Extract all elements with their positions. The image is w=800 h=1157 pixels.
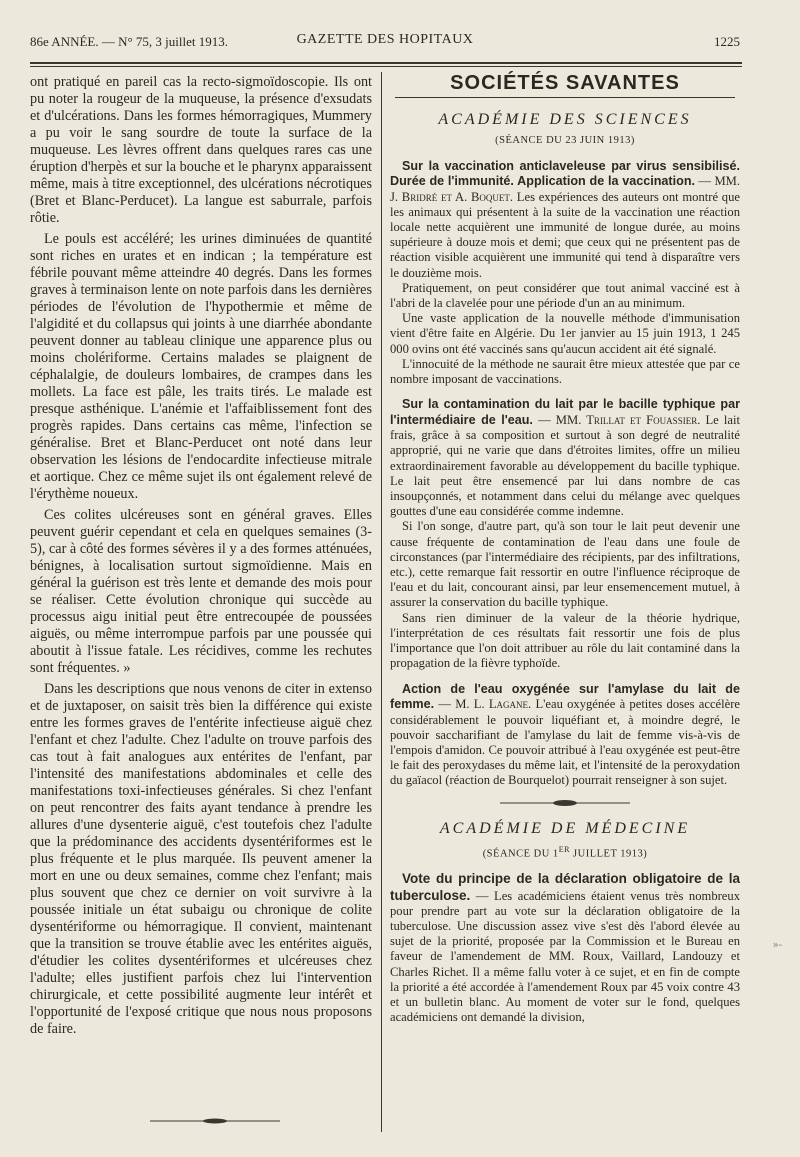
seance-date-part: JUILLET 1913) (569, 848, 648, 860)
ornament-divider (150, 1118, 280, 1124)
article-text: Sans rien diminuer de la valeur de la théorie hydrique, l'interprétation de ces résultats fait ressortir une fois de plus l'importance que l'on doit attribuer au rôle du lait contaminé dans la propagation de la fièvre typhoïde. (390, 610, 740, 671)
left-column (30, 74, 372, 1038)
seance-date-part: (SÉANCE DU 1 (482, 848, 559, 860)
article-text: L'innocuité de la méthode ne saurait être mieux attestée que par ce nombre imposant de vaccinations. (390, 356, 740, 387)
ornament-divider (500, 799, 630, 807)
article-text: L'eau oxygénée à petites doses accélère considérablement le pouvoir liquéfiant et, à moindre degré, le pouvoir saccharifiant de l'amylase du lait de femme vis-à-vis de l'empois d'amidon. Ce pouvoir attribué à l'eau oxygénée est peut-être le fait des peroxydases du même lait, et l'intensité de la peroxydation du gaïacol (réaction de Bourquelot) pourrait renseigner à son sujet. (390, 697, 740, 788)
article-text: Une vaste application de la nouvelle méthode d'immunisation vient d'être faite en Algérie. Du 1er janvier au 15 juin 1913, 1 245 000 ovins ont été vaccinés sans qu'aucun accident ait été signalé. (390, 311, 740, 356)
article-text: Le lait frais, grâce à sa composition et surtout à son degré de neutralité approprié, qui ne varie que dans d'étroites limites, offre un milieu extraordinairement favorable au développement du bacille typhique. Le lait peut être ensemencé par lui dans nombre de cas insoupçonnés, et notamment dans celui du mélange avec quelques gouttes d'une eau considérée comme indemne. (390, 412, 740, 519)
article-tuberculose (390, 871, 740, 1025)
article-authors: — MM. Trillat et Fouassier. (538, 412, 701, 427)
seance-date (390, 842, 740, 862)
article-text: — Les académiciens étaient venus très nombreux pour prendre part au vote sur la déclaration obligatoire de la tuberculose. Une discussion assez vive s'est dès l'abord élevée au sujet de la priorité, proposée par la Commission et le Bureau en faveur de l'amendement de MM. Roux, Vaillard, Landouzy et Charles Richet. Il a même fallu voter à ce sujet, et en fin de compte la priorité a été accordée à l'amendement Roux par 45 voix contre 43 et un bulletin blanc. Au moment de voter sur le fond, quelques académiciens ont demandé la division, (390, 888, 740, 1025)
article-title: Sur la contamination du lait par le bacille typhique par l'intermédiaire de l'eau. (390, 397, 740, 427)
left-paragraph-2: Le pouls est accéléré; les urines diminuées de quantité sont riches en urates et en indican ; la température est fébrile pouvant même atteindre 40 degrés. Dans les formes graves à terminaison lente on note parfois dans les dernières périodes de l'évolution de l'hypothermie et même de l'algidité et du collapsus qui joints à une diarrhée abondante peuvent donner au tableau clinique une apparence plus ou moins cholériforme. Certains malades se plaignent de céphalalgie, de douleurs lombaires, de crampes dans les mollets. La face est pâle, les traits tirés. Le malade est presque asthénique. L'anémie et l'affaiblissement font des progrès rapides. Dans certains cas même, l'infection se généralise. Bret et Blanc-Perducet ont noté dans leur observation les lésions de l'endocardite infectieuse mitrale et aortique. Chez ce même sujet ils ont également relevé de l'érythème noueux. (30, 231, 372, 502)
article-authors: — M. L. Lagane. (438, 697, 532, 711)
page-number: 1225 (714, 34, 740, 49)
section-title: SOCIÉTÉS SAVANTES (450, 72, 680, 94)
article-title: Vote du principe de la déclaration obligatoire de la tuberculose. (390, 871, 740, 903)
journal-title: GAZETTE DES HOPITAUX (296, 32, 474, 47)
left-paragraph-3: Ces colites ulcéreuses sont en général graves. Elles peuvent guérir cependant et cela en quelques semaines (3-5), car à côté des formes sévères il y a des formes atténuées, bénignes, à localisation surtout sigmoïdienne. Mais en général la guérison est très lente et demande des mois pour se réaliser. Cette évolution chronique qui succède au processus aigu initial peut être entrecoupée de poussées aiguës, ou même interrompue parfois par une poussée qui aboutit à l'issue fatale. Les récidives, comme les rechutes sont fréquentes. » (30, 507, 372, 676)
article-title: Action de l'eau oxygénée sur l'amylase du lait de femme. (390, 681, 740, 711)
margin-mark: »- (772, 940, 782, 951)
academie-sciences-title: ACADÉMIE DES SCIENCES (438, 111, 692, 129)
article-authors: — MM. J. Bridré et A. Boquet. (390, 174, 740, 204)
article-text: Si l'on songe, d'autre part, qu'à son tour le lait peut devenir une cause fréquente de contamination de l'eau dans une foule de circonstances (par l'intermédiaire des récipients, par des infiltrations, etc.), cette remarque fait ressortir en outre l'influence réciproque de l'eau et du lait, concourant ainsi, par leur ensemencement mutuel, à assurer la conservation du bacille typhique. (390, 519, 740, 610)
article-title: Sur la vaccination anticlaveleuse par virus sensibilisé. Durée de l'immunité. Application de la vaccination. (390, 158, 740, 189)
article-text: Pratiquement, on peut considérer que tout animal vacciné est à l'abri de la clavelée pour une période d'un an au minimum. (390, 280, 740, 311)
column-divider (381, 72, 382, 1132)
page-header (30, 32, 740, 54)
header-rule-thin (30, 66, 742, 67)
left-paragraph-1: ont pratiqué en pareil cas la recto-sigmoïdoscopie. Ils ont pu noter la rougeur de la muqueuse, la présence d'exsudats et d'ulcérations. Dans les formes hémorragiques, Mummery a pu voir le sang sourdre de toute la surface de la muqueuse. Les lèvres offrent dans quelques rares cas une éruption d'herpès et sur la bouche et le pharynx apparaissent même, mais à titre exceptionnel, des ulcérations nécrotiques (Bret et Blanc-Perducet). La langue est saburrale, parfois rôtie. (30, 74, 372, 226)
article-text: Les expériences des auteurs ont montré que les animaux qui présentent à la suite de la vaccination une réaction locale nette acquièrent une immunité de longue durée, au moins supérieure à douze mois et demi; que ceux qui ne présentent pas de réaction visible acquièrent une immunité qui tend à disparaître vers le douzième mois. (390, 189, 740, 280)
issue-info: 86e ANNÉE. — N° 75, 3 juillet 1913. (30, 34, 229, 49)
section-rule (395, 97, 735, 98)
right-column (390, 74, 740, 1025)
academie-medecine-title: ACADÉMIE DE MÉDECINE (439, 819, 691, 837)
article-lait-typhique (390, 397, 740, 671)
header-rule (30, 62, 742, 64)
seance-date: (SÉANCE DU 23 JUIN 1913) (495, 135, 635, 147)
left-paragraph-4: Dans les descriptions que nous venons de citer in extenso et de juxtaposer, on saisit très bien la différence qui existe entre les formes graves de l'entérite infectieuse aiguë chez l'enfant et chez l'adulte. Chez l'adulte on trouve parfois des cas tout à fait analogues aux entérites de l'enfant, par l'intensité des manifestations abdominales et celle des manifestations toxi-infectieuses générales. Si chez l'enfant on peut rencontrer des faits ayant tendance à prendre les allures d'une dysenterie aiguë, c'est toutefois chez l'adulte que la prédominance des accidents dysentériformes est le plus fréquente et le plus marquée. Ils peuvent amener la mort en une ou deux semaines, comme chez l'enfant; mais plus souvent que chez ce dernier on voit survivre à la poussée initiale un état subaigu ou chronique de colite dysentériforme ou hémorragique. Il convient, maintenant que la transition se trouve établie avec les entérites aiguës, d'étudier les colites dysentériformes et ulcéreuses chez l'adulte; elles justifient parfois chez lui l'intervention chirurgicale, et cette possibilité augmente leur intérêt et l'opportunité de l'exposé critique que nous nous proposons de faire. (30, 681, 372, 1037)
article-eau-oxygenee (390, 682, 740, 789)
seance-date-sup: ER (558, 844, 570, 854)
article-vaccination (390, 159, 740, 388)
